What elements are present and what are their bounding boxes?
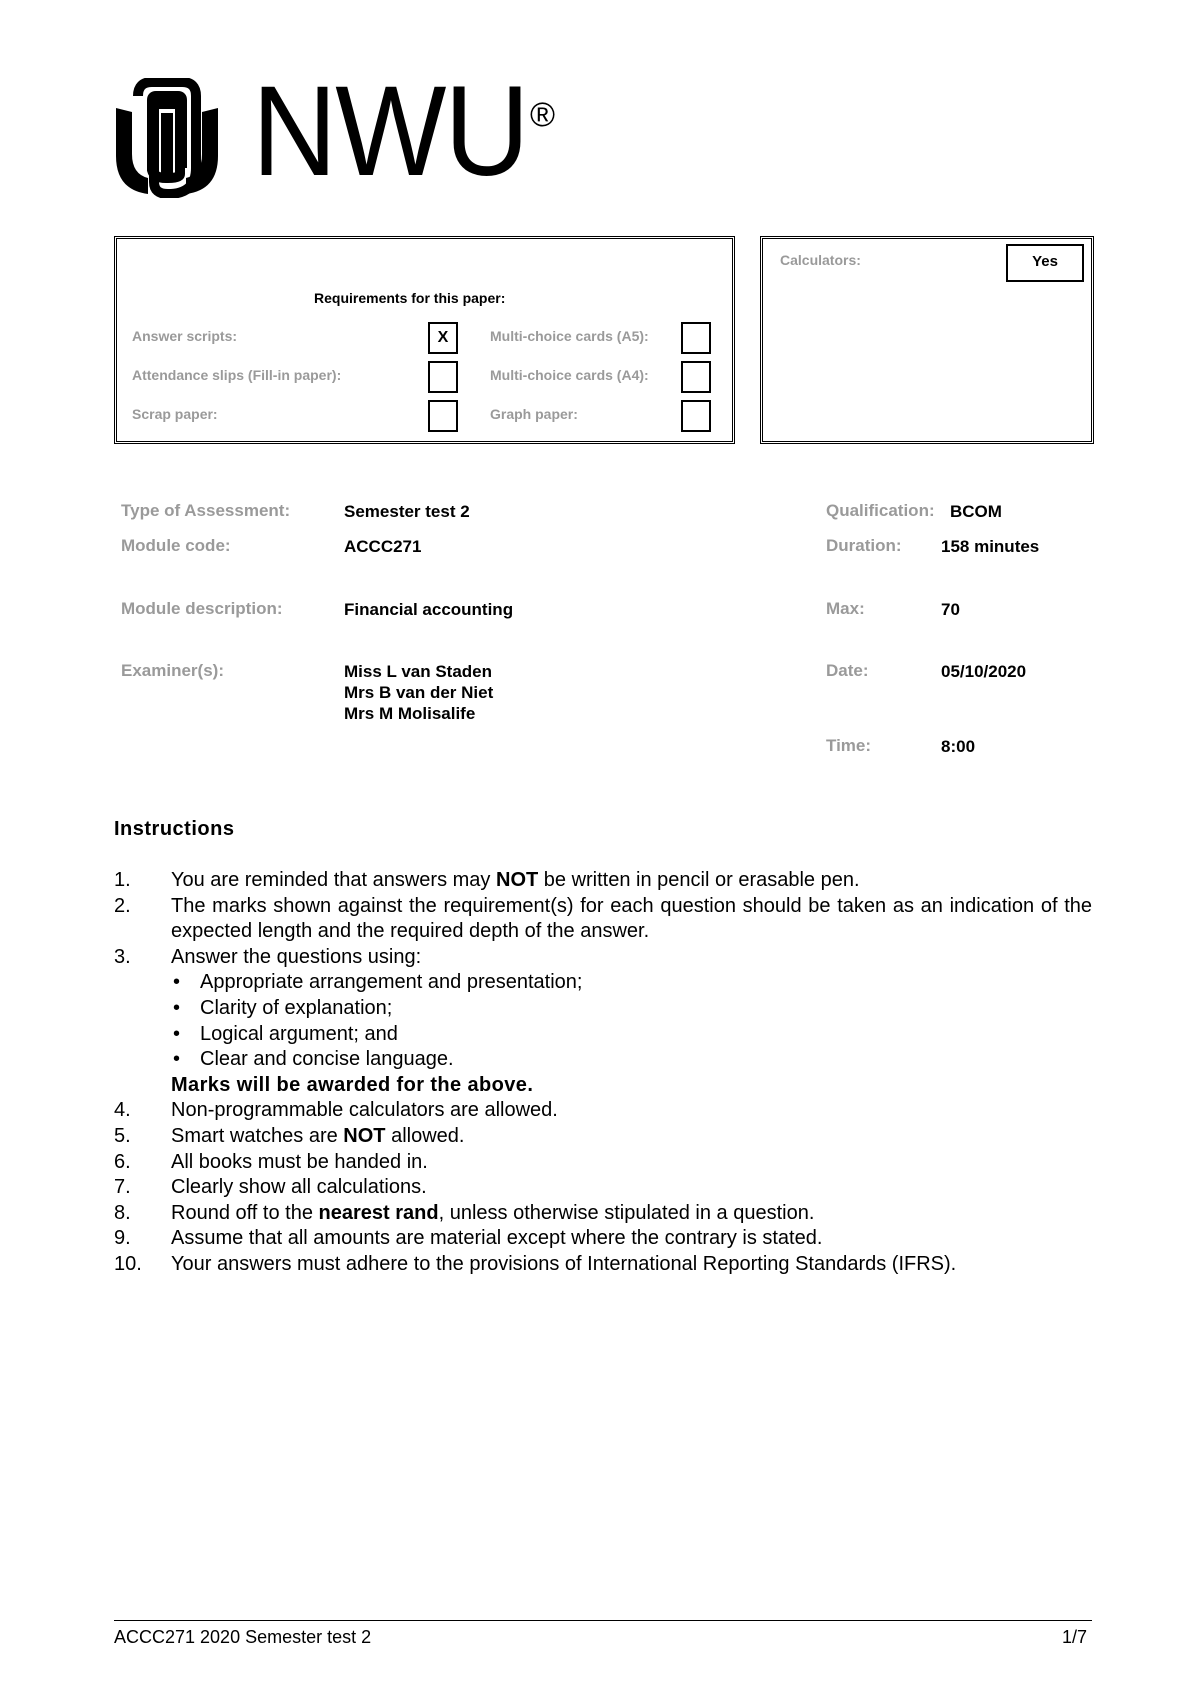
graph-paper-label: Graph paper:: [490, 406, 578, 422]
logo-wordmark: NWU: [252, 60, 528, 203]
instruction-item: [114, 945, 1092, 971]
bullet-item: • Logical argument; and: [171, 1022, 1092, 1048]
duration-label: Duration:: [826, 536, 902, 555]
instruction-item: [114, 1124, 1092, 1150]
scrap-paper-label: Scrap paper:: [132, 406, 218, 422]
qualification-label: Qualification:: [826, 501, 935, 520]
instruction-item: [114, 1150, 1092, 1176]
instruction-number: 6.: [114, 1150, 131, 1173]
nwu-logo: [112, 60, 572, 208]
instruction-number: 1.: [114, 869, 131, 891]
time-label: Time:: [826, 736, 872, 755]
instruction-text: You are reminded that answers may: [171, 869, 496, 891]
mc-a4-label: Multi-choice cards (A4):: [490, 367, 649, 383]
mc-a5-label: Multi-choice cards (A5):: [490, 328, 649, 344]
instructions-list: [114, 868, 1092, 1278]
instruction-number: 8.: [114, 1201, 131, 1224]
examiner-2: Mrs B van der Niet: [344, 683, 494, 702]
type-of-assessment-value: Semester test 2: [344, 502, 470, 521]
instruction-text: The marks shown against the requirement(s) for each question should be taken as an indication of the expected length and the required depth of the answer.: [171, 894, 1092, 943]
answer-scripts-checkbox[interactable]: X: [428, 322, 458, 354]
instruction-text: Assume that all amounts are material except where the contrary is stated.: [171, 1227, 823, 1250]
bullet-item: • Appropriate arrangement and presentation;: [171, 970, 1092, 996]
marks-note: Marks will be awarded for the above.: [171, 1073, 534, 1096]
instruction-text: Round off to the: [171, 1201, 319, 1224]
requirements-title: Requirements for this paper:: [314, 290, 506, 306]
instruction-text: Your answers must adhere to the provisions of International Reporting Standards (IFRS).: [171, 1252, 957, 1275]
instruction-text: , unless otherwise stipulated in a question.: [438, 1201, 815, 1224]
instruction-text: Non-programmable calculators are allowed.: [171, 1099, 558, 1122]
instruction-number: 3.: [114, 945, 131, 968]
footer-divider: [114, 1620, 1092, 1621]
examiner-1: Miss L van Staden: [344, 662, 493, 681]
date-value: 05/10/2020: [941, 662, 1027, 681]
instruction-text: Answer the questions using:: [171, 945, 422, 968]
registered-mark: ®: [530, 96, 556, 134]
instruction-emphasis: NOT: [343, 1124, 386, 1147]
answer-scripts-label: Answer scripts:: [132, 328, 238, 344]
max-value: 70: [941, 600, 960, 619]
type-of-assessment-label: Type of Assessment:: [121, 501, 291, 520]
qualification-value: BCOM: [950, 502, 1002, 521]
instructions-title: Instructions: [114, 818, 235, 840]
max-label: Max:: [826, 599, 865, 618]
module-code-label: Module code:: [121, 536, 231, 555]
module-code-value: ACCC271: [344, 537, 422, 556]
instruction-item: [114, 1252, 1092, 1278]
module-description-label: Module description:: [121, 599, 283, 618]
page-number: 1/7: [1062, 1627, 1088, 1647]
instruction-number: 9.: [114, 1227, 131, 1250]
examiner-3: Mrs M Molisalife: [344, 704, 476, 723]
instruction-number: 7.: [114, 1176, 131, 1199]
graph-paper-checkbox[interactable]: [681, 400, 711, 432]
instruction-number: 4.: [114, 1099, 131, 1122]
instruction-item: [114, 1201, 1092, 1227]
instruction-text: All books must be handed in.: [171, 1150, 428, 1173]
date-label: Date:: [826, 661, 869, 680]
calculators-value-box: Yes: [1006, 244, 1084, 282]
module-description-value: Financial accounting: [344, 600, 514, 619]
instruction-item: [114, 1175, 1092, 1201]
attendance-slips-checkbox[interactable]: [428, 361, 458, 393]
mc-a5-checkbox[interactable]: [681, 322, 711, 354]
instruction-item: [114, 1098, 1092, 1124]
scrap-paper-checkbox[interactable]: [428, 400, 458, 432]
bullet-item: • Clarity of explanation;: [171, 996, 1092, 1022]
instruction-emphasis: nearest rand: [318, 1201, 439, 1224]
footer-title: ACCC271 2020 Semester test 2: [114, 1627, 372, 1647]
instruction-number: 5.: [114, 1124, 131, 1147]
instruction-item: [114, 1226, 1092, 1252]
instruction-number: 10.: [114, 1252, 142, 1275]
mc-a4-checkbox[interactable]: [681, 361, 711, 393]
instruction-emphasis: NOT: [496, 869, 539, 891]
bullet-item: • Clear and concise language.: [171, 1047, 1092, 1073]
instruction-text: allowed.: [385, 1124, 465, 1147]
instruction-item: [114, 894, 1092, 945]
time-value: 8:00: [941, 737, 976, 756]
examiners-label: Examiner(s):: [121, 661, 224, 680]
instruction-text: Smart watches are: [171, 1124, 344, 1147]
instruction-item: [114, 868, 1092, 894]
nwu-emblem-icon: [112, 78, 222, 198]
attendance-slips-label: Attendance slips (Fill-in paper):: [132, 367, 342, 383]
instruction-number: 2.: [114, 894, 131, 917]
instruction-text: Clearly show all calculations.: [171, 1176, 427, 1199]
calculators-label: Calculators:: [780, 252, 861, 268]
duration-value: 158 minutes: [941, 537, 1040, 556]
instruction-text: be written in pencil or erasable pen.: [538, 869, 860, 891]
